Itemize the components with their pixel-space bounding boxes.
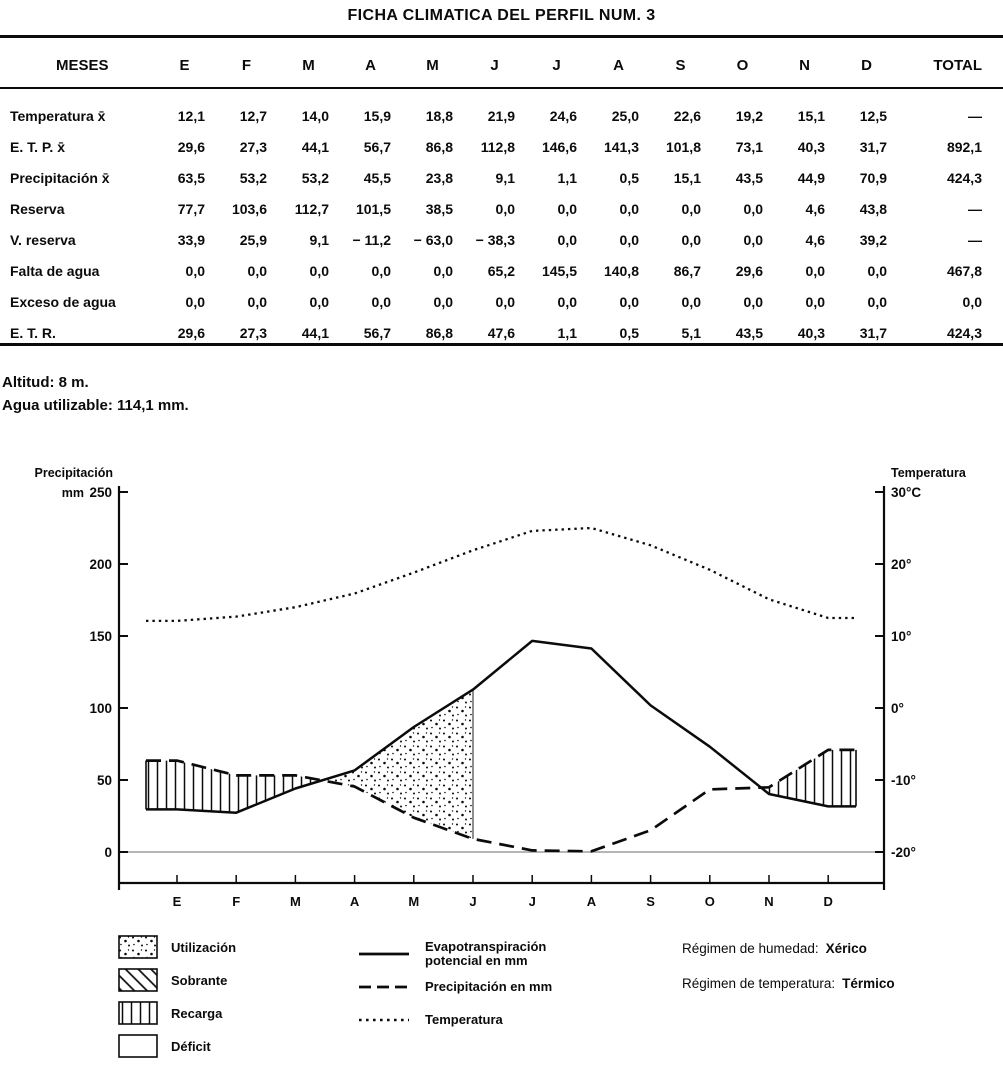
row-label: Precipitación x̄	[10, 169, 110, 186]
table-cell: 56,7	[363, 138, 391, 155]
table-cell: 101,8	[665, 138, 701, 155]
table-cell: 43,5	[735, 169, 763, 186]
table-row	[8, 224, 986, 255]
temperature-curve	[146, 528, 856, 621]
table-cell: 1,1	[557, 169, 577, 186]
dashed-line-icon	[358, 981, 410, 993]
table-cell: 25,9	[239, 231, 267, 248]
table-cell: 0,0	[495, 293, 515, 310]
table-cell: 0,0	[309, 262, 329, 279]
table-cell: 15,9	[363, 107, 391, 124]
table-row	[8, 162, 986, 193]
table-cell: 12,7	[239, 107, 267, 124]
legend-line-temperatura	[358, 1013, 503, 1027]
regime-value: Xérico	[825, 941, 867, 956]
table-cell: 0,0	[309, 293, 329, 310]
table-cell: 0,0	[433, 293, 453, 310]
month-label: N	[764, 894, 774, 909]
table-cell: 29,6	[177, 138, 205, 155]
table-cell: 103,6	[231, 200, 267, 217]
table-cell: 45,5	[363, 169, 391, 186]
legend-label: Recarga	[171, 1005, 223, 1021]
month-label: A	[586, 894, 597, 909]
legend-line-precipitacion	[358, 980, 552, 994]
table-cell: 0,0	[619, 293, 639, 310]
table-row	[8, 131, 986, 162]
table-cell: 44,9	[797, 169, 825, 186]
temperature-regime	[682, 976, 895, 991]
row-label: Exceso de agua	[10, 293, 116, 310]
row-total: 0,0	[962, 293, 982, 310]
table-cell: 0,0	[619, 200, 639, 217]
table-cell: 0,0	[371, 262, 391, 279]
table-cell: 145,5	[541, 262, 577, 279]
right-tick-label: 0°	[891, 700, 904, 716]
table-cell: 19,2	[735, 107, 763, 124]
table-cell: 27,3	[239, 138, 267, 155]
right-tick-label: -10°	[891, 772, 916, 788]
table-row	[8, 193, 986, 224]
table-row	[8, 100, 986, 131]
table-cell: 39,2	[859, 231, 887, 248]
humidity-regime	[682, 941, 867, 956]
table-cell: 0,0	[619, 231, 639, 248]
table-cell: 63,5	[177, 169, 205, 186]
table-cell: 0,0	[247, 262, 267, 279]
row-total: —	[968, 107, 982, 124]
legend-line-etp	[358, 940, 546, 968]
row-label: Temperatura x̄	[10, 107, 106, 124]
table-cell: 4,6	[805, 231, 825, 248]
row-total: 424,3	[946, 169, 982, 186]
page-title: FICHA CLIMATICA DEL PERFIL NUM. 3	[347, 7, 656, 24]
table-cell: 0,0	[495, 200, 515, 217]
table-cell: 86,7	[673, 262, 701, 279]
table-cell: 146,6	[541, 138, 577, 155]
left-tick-label: 250	[89, 484, 112, 500]
diagonal-swatch-icon	[118, 968, 158, 992]
table-cell: 5,1	[681, 324, 701, 341]
table-cell: 0,5	[619, 169, 639, 186]
row-total: —	[968, 200, 982, 217]
table-cell: 53,2	[301, 169, 329, 186]
table-cell: 0,5	[619, 324, 639, 341]
row-label: E. T. P. x̄	[10, 138, 65, 155]
table-cell: 73,1	[735, 138, 763, 155]
empty-swatch-icon	[118, 1034, 158, 1058]
climate-table	[8, 42, 986, 348]
legend-label: Sobrante	[171, 972, 228, 988]
table-cell: 29,6	[177, 324, 205, 341]
legend-label: potencial en mm	[425, 953, 528, 968]
table-cell: 0,0	[805, 262, 825, 279]
month-label: M	[289, 894, 301, 909]
right-tick-label: 30°C	[891, 484, 922, 500]
col-header: A	[365, 56, 376, 74]
legend-label: Evapotranspiración	[425, 939, 547, 954]
col-header: N	[799, 56, 810, 74]
month-label: E	[172, 894, 182, 909]
col-header: J	[490, 56, 499, 74]
table-cell: 24,6	[549, 107, 577, 124]
table-cell: 0,0	[743, 231, 763, 248]
table-cell: 112,7	[294, 200, 329, 217]
col-header: D	[861, 56, 872, 74]
table-cell: 43,8	[859, 200, 887, 217]
table-cell: 0,0	[805, 293, 825, 310]
table-cell: 14,0	[301, 107, 329, 124]
table-cell: 44,1	[301, 324, 329, 341]
table-cell: 0,0	[185, 262, 205, 279]
legend-item-deficit	[118, 1034, 236, 1058]
legend-label: Precipitación en mm	[425, 979, 553, 994]
row-label: Reserva	[10, 200, 65, 217]
table-cell: 0,0	[185, 293, 205, 310]
table-cell: 70,9	[859, 169, 887, 186]
table-row	[8, 255, 986, 286]
spacer-row	[8, 88, 986, 100]
table-cell: 0,0	[247, 293, 267, 310]
solid-line-icon	[358, 948, 410, 960]
row-label: V. reserva	[10, 231, 76, 248]
row-total: —	[968, 231, 982, 248]
utilizacion-region	[322, 690, 473, 839]
table-cell: 0,0	[557, 231, 577, 248]
table-cell: 101,5	[355, 200, 391, 217]
regime-label: Régimen de temperatura:	[682, 976, 836, 991]
col-header: MESES	[56, 56, 109, 74]
table-cell: 86,8	[425, 138, 453, 155]
table-cell: 0,0	[681, 293, 701, 310]
climate-chart	[0, 458, 1003, 940]
table-cell: 0,0	[681, 231, 701, 248]
left-tick-label: 150	[89, 628, 112, 644]
table-cell: 0,0	[557, 200, 577, 217]
right-tick-label: -20°	[891, 844, 916, 860]
table-cell: 18,8	[425, 107, 453, 124]
table-cell: 40,3	[797, 138, 825, 155]
right-axis-title: Temperatura	[891, 466, 966, 480]
col-header: A	[613, 56, 624, 74]
month-label: A	[349, 894, 360, 909]
vertical-lines-swatch-icon	[118, 1001, 158, 1025]
legend-item-utilizacion	[118, 935, 236, 959]
dotted-line-icon	[358, 1014, 410, 1026]
recarga-region-right	[761, 750, 856, 807]
right-tick-label: 20°	[891, 556, 912, 572]
table-cell: 141,3	[603, 138, 639, 155]
month-label: M	[408, 894, 420, 909]
col-header: E	[179, 56, 190, 74]
recarga-region-left	[146, 761, 322, 813]
table-cell: − 63,0	[413, 231, 453, 248]
divider-top	[0, 35, 1003, 38]
table-cell: 56,7	[363, 324, 391, 341]
table-cell: 65,2	[487, 262, 515, 279]
right-tick-label: 10°	[891, 628, 912, 644]
legend-item-recarga	[118, 1001, 236, 1025]
table-cell: 0,0	[867, 293, 887, 310]
table-cell: 1,1	[557, 324, 577, 341]
altitude-note: Altitud: 8 m.	[2, 374, 89, 391]
table-cell: 40,3	[797, 324, 825, 341]
table-cell: − 11,2	[352, 231, 391, 248]
table-cell: 15,1	[797, 107, 825, 124]
table-cell: 77,7	[177, 200, 205, 217]
table-cell: 140,8	[603, 262, 639, 279]
col-header: J	[552, 56, 561, 74]
table-row	[8, 317, 986, 348]
table-cell: 15,1	[673, 169, 701, 186]
left-tick-label: 50	[96, 772, 112, 788]
table-cell: 0,0	[743, 200, 763, 217]
table-cell: 0,0	[371, 293, 391, 310]
table-cell: 0,0	[557, 293, 577, 310]
table-cell: 44,1	[301, 138, 329, 155]
table-cell: 31,7	[859, 324, 887, 341]
table-cell: 53,2	[239, 169, 267, 186]
table-cell: 4,6	[805, 200, 825, 217]
left-tick-label: 200	[89, 556, 112, 572]
table-cell: 0,0	[681, 200, 701, 217]
legend-label: Temperatura	[425, 1012, 503, 1027]
table-cell: 43,5	[735, 324, 763, 341]
table-cell: 31,7	[859, 138, 887, 155]
table-cell: 9,1	[309, 231, 329, 248]
row-total: 424,3	[946, 324, 982, 341]
table-cell: 12,1	[177, 107, 205, 124]
table-cell: 0,0	[743, 293, 763, 310]
month-label: J	[469, 894, 477, 909]
col-header: O	[736, 56, 749, 74]
dots-swatch-icon	[118, 935, 158, 959]
legend-label: Déficit	[171, 1038, 211, 1054]
month-label: S	[646, 894, 655, 909]
table-cell: 21,9	[487, 107, 515, 124]
table-cell: 0,0	[433, 262, 453, 279]
row-total: 467,8	[946, 262, 982, 279]
row-total: 892,1	[946, 138, 982, 155]
month-label: J	[528, 894, 536, 909]
table-cell: 9,1	[495, 169, 515, 186]
left-axis-unit: mm	[61, 485, 84, 500]
col-header: S	[675, 56, 686, 74]
left-tick-label: 100	[89, 700, 112, 716]
table-cell: 47,6	[487, 324, 515, 341]
table-cell: 0,0	[867, 262, 887, 279]
table-cell: 29,6	[735, 262, 763, 279]
row-label: E. T. R.	[10, 324, 56, 341]
col-header: M	[426, 56, 439, 74]
table-cell: 38,5	[425, 200, 453, 217]
usable-water-note: Agua utilizable: 114,1 mm.	[2, 397, 189, 414]
table-cell: 23,8	[425, 169, 453, 186]
regime-value: Térmico	[842, 976, 895, 991]
month-label: F	[232, 894, 241, 909]
table-cell: 22,6	[673, 107, 701, 124]
month-label: D	[823, 894, 833, 909]
legend-label: Utilización	[171, 939, 237, 955]
area-legend	[118, 935, 236, 1067]
col-header: M	[302, 56, 315, 74]
table-cell: − 38,3	[475, 231, 515, 248]
table-row	[8, 286, 986, 317]
table-cell: 12,5	[859, 107, 887, 124]
left-axis-title: Precipitación	[34, 466, 113, 480]
table-cell: 33,9	[177, 231, 205, 248]
regime-label: Régimen de humedad:	[682, 941, 819, 956]
table-cell: 86,8	[425, 324, 453, 341]
left-tick-label: 0	[104, 844, 112, 860]
legend-item-sobrante	[118, 968, 236, 992]
table-cell: 112,8	[480, 138, 515, 155]
table-header-row	[8, 42, 986, 88]
row-label: Falta de agua	[10, 262, 100, 279]
table-cell: 27,3	[239, 324, 267, 341]
table-cell: 25,0	[611, 107, 639, 124]
col-header: F	[241, 56, 252, 74]
col-header: TOTAL	[933, 56, 982, 74]
month-label: O	[704, 894, 715, 909]
